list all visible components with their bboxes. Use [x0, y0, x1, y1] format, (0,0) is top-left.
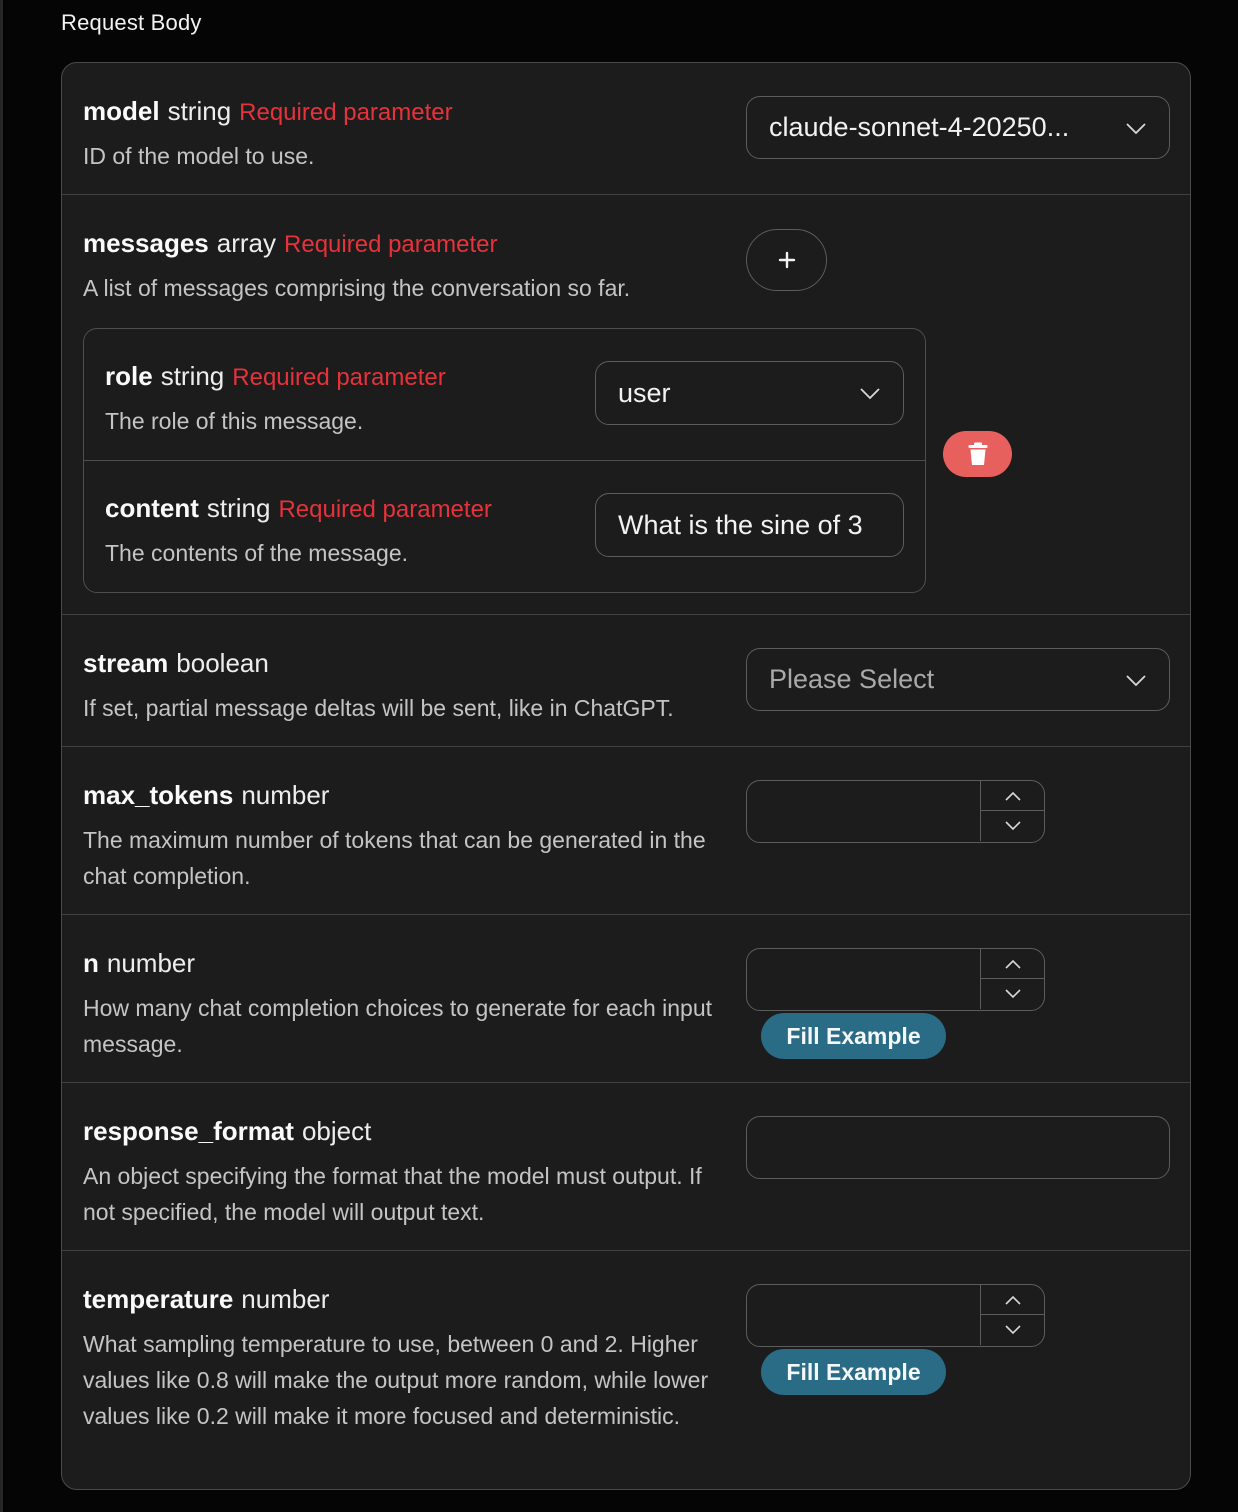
n-input[interactable] — [747, 949, 980, 1009]
param-header — [83, 96, 453, 127]
param-name: stream — [83, 648, 169, 678]
param-name: content — [105, 493, 199, 523]
param-type: string — [160, 361, 225, 391]
chevron-down-icon — [1005, 821, 1021, 831]
decrement-button[interactable] — [981, 1315, 1044, 1345]
param-name: max_tokens — [83, 780, 234, 810]
role-select-value: user — [618, 377, 671, 408]
chevron-down-icon — [1005, 989, 1021, 999]
param-description: The maximum number of tokens that can be generated in the chat completion. — [83, 827, 706, 889]
param-type: object — [301, 1116, 372, 1146]
stream-select[interactable] — [746, 648, 1170, 711]
param-name: model — [83, 96, 160, 126]
fill-example-button[interactable]: Fill Example — [761, 1349, 946, 1395]
window-edge — [0, 0, 3, 1512]
required-badge: Required parameter — [278, 496, 492, 523]
param-row-max-tokens — [62, 747, 1190, 915]
param-name: role — [105, 361, 153, 391]
param-row-response-format — [62, 1083, 1190, 1251]
param-row-n — [62, 915, 1190, 1083]
param-row-messages — [62, 195, 1190, 615]
n-stepper — [746, 948, 1045, 1011]
param-name: temperature — [83, 1284, 234, 1314]
add-message-button[interactable] — [746, 229, 827, 291]
param-header — [105, 361, 446, 392]
param-type: number — [241, 1284, 330, 1314]
param-type: number — [106, 948, 196, 978]
chevron-up-icon — [1005, 791, 1021, 801]
request-body-panel — [61, 62, 1191, 1490]
chevron-up-icon — [1005, 959, 1021, 969]
chevron-up-icon — [1005, 1295, 1021, 1305]
param-row-content — [84, 461, 925, 593]
param-type: boolean — [176, 648, 269, 678]
temperature-stepper — [746, 1284, 1045, 1347]
model-select-value: claude-sonnet-4-20250... — [769, 112, 1070, 142]
model-select[interactable] — [746, 96, 1170, 159]
param-description: ID of the model to use. — [83, 143, 315, 169]
stepper-buttons — [980, 781, 1043, 841]
response-format-input[interactable] — [746, 1116, 1170, 1179]
chevron-down-icon — [1125, 117, 1147, 139]
param-description: How many chat completion choices to generate for each input message. — [83, 995, 713, 1057]
chevron-down-icon — [1005, 1325, 1021, 1335]
param-row-model — [62, 63, 1190, 195]
plus-icon — [778, 251, 796, 269]
param-row-temperature — [62, 1251, 1190, 1490]
param-header — [83, 1284, 329, 1315]
param-description: The contents of the message. — [105, 540, 409, 566]
param-row-role — [84, 329, 925, 461]
param-type: array — [216, 228, 277, 258]
param-header — [83, 1116, 371, 1147]
stepper-buttons — [980, 1285, 1043, 1345]
max-tokens-stepper — [746, 780, 1045, 843]
required-badge: Required parameter — [284, 231, 498, 258]
chevron-down-icon — [1125, 669, 1147, 691]
stream-select-placeholder: Please Select — [769, 664, 935, 694]
chevron-down-icon — [859, 382, 881, 404]
param-description: What sampling temperature to use, between 0 and 2. Higher values like 0.8 will make the output more random, while lower values like 0.2 will make it more focused and deterministic. — [83, 1331, 709, 1429]
param-name: n — [83, 948, 99, 978]
section-title: Request Body — [61, 10, 202, 35]
decrement-button[interactable] — [981, 811, 1044, 841]
param-header — [83, 780, 329, 811]
trash-icon — [968, 442, 988, 466]
message-item — [83, 328, 926, 593]
decrement-button[interactable] — [981, 979, 1044, 1009]
increment-button[interactable] — [981, 949, 1044, 979]
stepper-buttons — [980, 949, 1043, 1009]
param-name: response_format — [83, 1116, 294, 1146]
param-row-stream — [62, 615, 1190, 747]
param-description: The role of this message. — [105, 408, 364, 434]
temperature-input[interactable] — [747, 1285, 980, 1345]
delete-message-button[interactable] — [943, 431, 1012, 477]
param-type: string — [206, 493, 271, 523]
param-type: string — [167, 96, 232, 126]
required-badge: Required parameter — [239, 99, 453, 126]
param-header — [105, 493, 492, 524]
param-header — [83, 228, 497, 259]
role-select[interactable] — [595, 361, 904, 425]
param-description: If set, partial message deltas will be sent, like in ChatGPT. — [83, 695, 674, 721]
param-header — [83, 648, 269, 679]
param-description: An object specifying the format that the model must output. If not specified, the model will output text. — [83, 1163, 702, 1225]
increment-button[interactable] — [981, 781, 1044, 811]
fill-example-button[interactable]: Fill Example — [761, 1013, 946, 1059]
max-tokens-input[interactable] — [747, 781, 980, 841]
param-description: A list of messages comprising the conversation so far. — [83, 275, 631, 301]
param-header — [83, 948, 195, 979]
param-name: messages — [83, 228, 209, 258]
increment-button[interactable] — [981, 1285, 1044, 1315]
param-type: number — [241, 780, 330, 810]
content-input[interactable]: What is the sine of 3 — [595, 493, 904, 557]
required-badge: Required parameter — [232, 364, 446, 391]
